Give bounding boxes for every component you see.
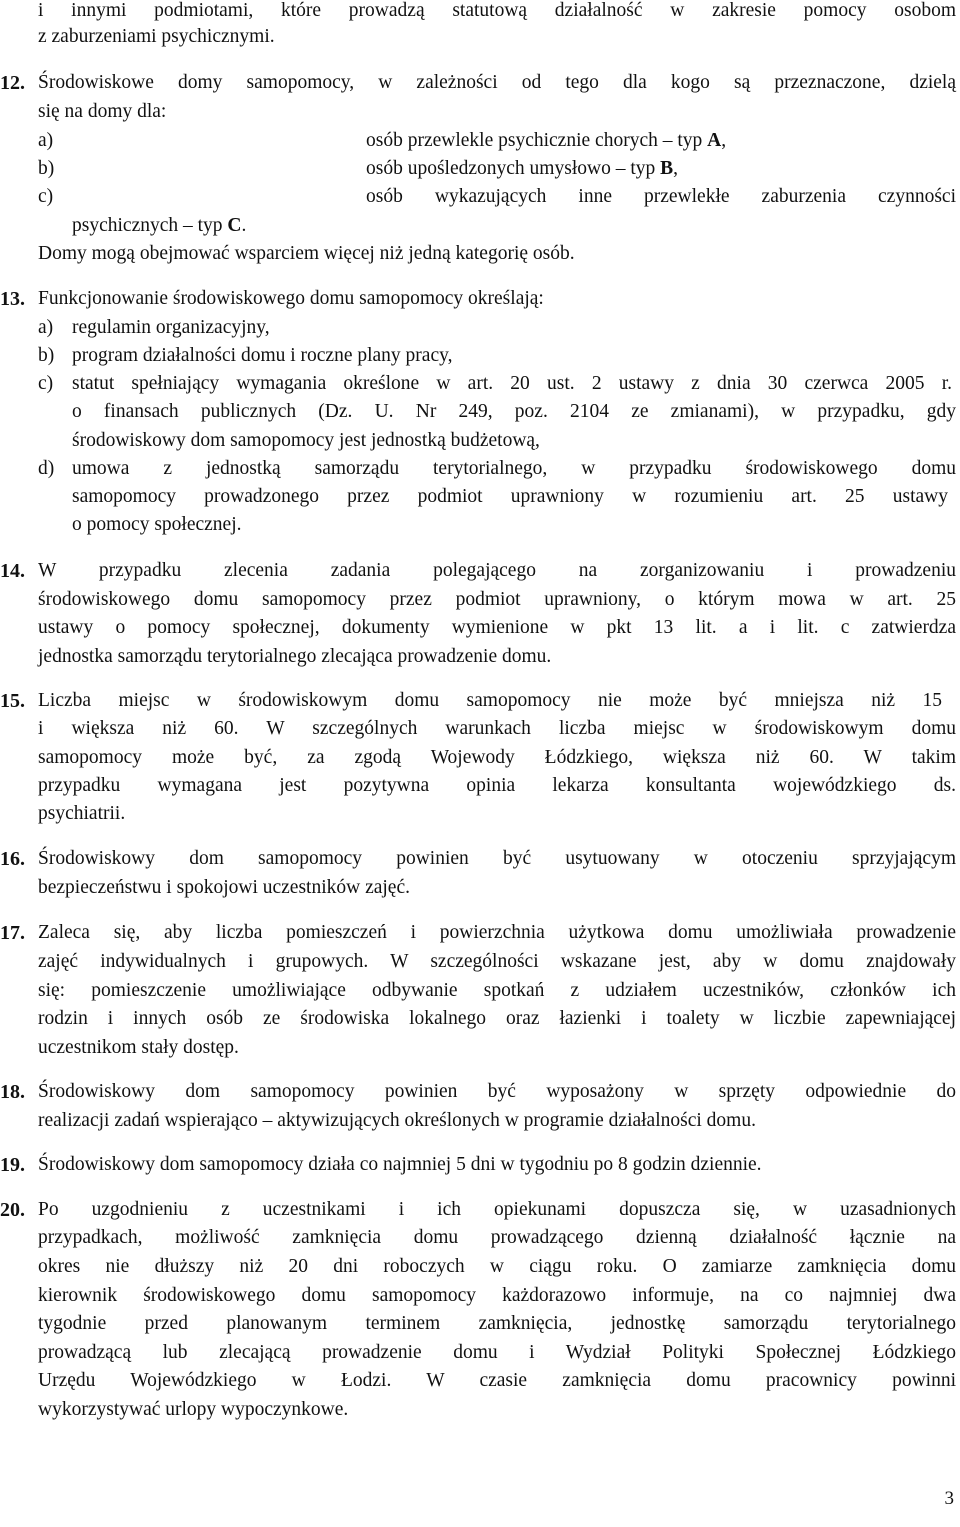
section-20-line-3: okres nie dłuższy niż 20 dni roboczych w ciągu roku. O zamiarze zamknięcia domu [38,1256,956,1277]
section-12-item-a: osób przewlekle psychicznie chorych – typ A, [366,130,727,151]
section-14-line-3: ustawy o pomocy społecznej, dokumenty wymienione w pkt 13 lit. a i lit. c zatwierdza [38,617,956,638]
section-12-tail: Domy mogą obejmować wsparciem więcej niż jedną kategorię osób. [38,243,575,264]
section-18-line-1: Środowiskowy dom samopomocy powinien być wyposażony w sprzęty odpowiednie do [38,1081,956,1102]
section-14-line-2: środowiskowego domu samopomocy przez podmiot uprawniony, o którym mowa w art. 25 [38,589,956,610]
section-15-line-2: i większa niż 60. W szczególnych warunkach liczba miejsc w środowiskowym domu [38,718,956,739]
section-20-line-2: przypadkach, możliwość zamknięcia domu prowadzącego dzienną działalność łącznie na [38,1227,956,1248]
section-14-line-1: W przypadku zlecenia zadania polegającego na zorganizowaniu i prowadzeniu [38,560,956,581]
section-15-line-4: przypadku wymagana jest pozytywna opinia lekarza konsultanta wojewódzkiego ds. [38,775,956,796]
section-13-item-c-line-3: środowiskowy dom samopomocy jest jednostką budżetową, [72,430,540,451]
section-20-line-5: tygodnie przed planowanym terminem zamknięcia, jednostkę samorządu terytorialnego [38,1313,956,1334]
section-12-line-2: się na domy dla: [38,101,167,122]
section-13-item-d-line-1: umowa z jednostką samorządu terytorialnego, w przypadku środowiskowego domu [72,458,956,479]
section-13-item-a: regulamin organizacyjny, [72,317,270,338]
section-15-line-5: psychiatrii. [38,803,126,824]
section-20-line-6: prowadzącą lub zlecającą prowadzenie domu i Wydział Polityki Społecznej Łódzkiego [38,1342,956,1363]
section-18-number: 18. [0,1081,25,1103]
section-17-line-1: Zaleca się, aby liczba pomieszczeń i powierzchnia użytkowa domu umożliwiała prowadzenie [38,922,956,943]
section-14-line-4: jednostka samorządu terytorialnego zlecająca prowadzenie domu. [38,646,552,667]
section-18-line-2: realizacji zadań wspierająco – aktywizujących określonych w programie działalności domu. [38,1110,756,1131]
section-12-item-b: osób upośledzonych umysłowo – typ B, [366,158,678,179]
section-20-line-4: kierownik środowiskowego domu samopomocy każdorazowo informuje, na co najmniej dwa [38,1285,956,1306]
section-13-number: 13. [0,288,25,310]
section-20-line-1: Po uzgodnieniu z uczestnikami i ich opiekunami dopuszcza się, w uzasadnionych [38,1199,956,1220]
section-17-number: 17. [0,922,25,944]
section-20-number: 20. [0,1199,25,1221]
section-12-item-c: osób wykazujących inne przewlekłe zaburzenia czynności [366,186,956,207]
section-17-line-2: zajęć indywidualnych i grupowych. W szczególności wskazane jest, aby w domu znajdowały [38,951,956,972]
section-12-line-1: Środowiskowe domy samopomocy, w zależności od tego dla kogo są przeznaczone, dzielą [38,72,956,93]
section-16-line-2: bezpieczeństwu i spokojowi uczestników zajęć. [38,877,410,898]
section-20-line-8: wykorzystywać urlopy wypoczynkowe. [38,1399,349,1420]
page-number: 3 [944,1488,954,1509]
section-13-label-d: d) [38,458,55,479]
section-12-label-c: c) [38,186,54,207]
section-13-label-a: a) [38,317,54,338]
section-15-line-3: samopomocy może być, za zgodą Wojewody Łódzkiego, większa niż 60. W takim [38,747,956,768]
section-17-line-3: się: pomieszczenie umożliwiające odbywanie spotkań z udziałem uczestników, członków ich [38,980,956,1001]
section-14-number: 14. [0,560,25,582]
section-17-line-5: uczestnikom stały dostęp. [38,1037,239,1058]
section-16-line-1: Środowiskowy dom samopomocy powinien być usytuowany w otoczeniu sprzyjającym [38,848,956,869]
section-13-item-d-line-2: samopomocy prowadzonego przez podmiot uprawniony w rozumieniu art. 25 ustawy [72,486,948,507]
section-13-item-b: program działalności domu i roczne plany pracy, [72,345,453,366]
section-12-label-a: a) [38,130,54,151]
intro-line-1: i innymi podmiotami, które prowadzą statutową działalność w zakresie pomocy osobom [38,0,956,21]
section-13-label-c: c) [38,373,54,394]
section-13-line-1: Funkcjonowanie środowiskowego domu samopomocy określają: [38,288,544,309]
section-12-label-b: b) [38,158,55,179]
section-15-number: 15. [0,690,25,712]
section-20-line-7: Urzędu Wojewódzkiego w Łodzi. W czasie zamknięcia domu pracownicy powinni [38,1370,956,1391]
section-12-item-c-line-2: psychicznych – typ C. [72,215,247,236]
section-13-item-c-line-2: o finansach publicznych (Dz. U. Nr 249, poz. 2104 ze zmianami), w przypadku, gdy [72,401,956,422]
section-19-line-1: Środowiskowy dom samopomocy działa co najmniej 5 dni w tygodniu po 8 godzin dziennie. [38,1154,762,1175]
section-17-line-4: rodzin i innych osób ze środowiska lokalnego oraz łazienki i toalety w liczbie zapewniającej [38,1008,956,1029]
section-15-line-1: Liczba miejsc w środowiskowym domu samopomocy nie może być mniejsza niż 15 [38,690,942,711]
section-13-item-d-line-3: o pomocy społecznej. [72,514,242,535]
intro-line-2: z zaburzeniami psychicznymi. [38,26,275,47]
section-12-number: 12. [0,72,25,94]
section-13-item-c-line-1: statut spełniający wymagania określone w art. 20 ust. 2 ustawy z dnia 30 czerwca 2005 r. [72,373,952,394]
section-19-number: 19. [0,1154,25,1176]
section-13-label-b: b) [38,345,55,366]
section-16-number: 16. [0,848,25,870]
